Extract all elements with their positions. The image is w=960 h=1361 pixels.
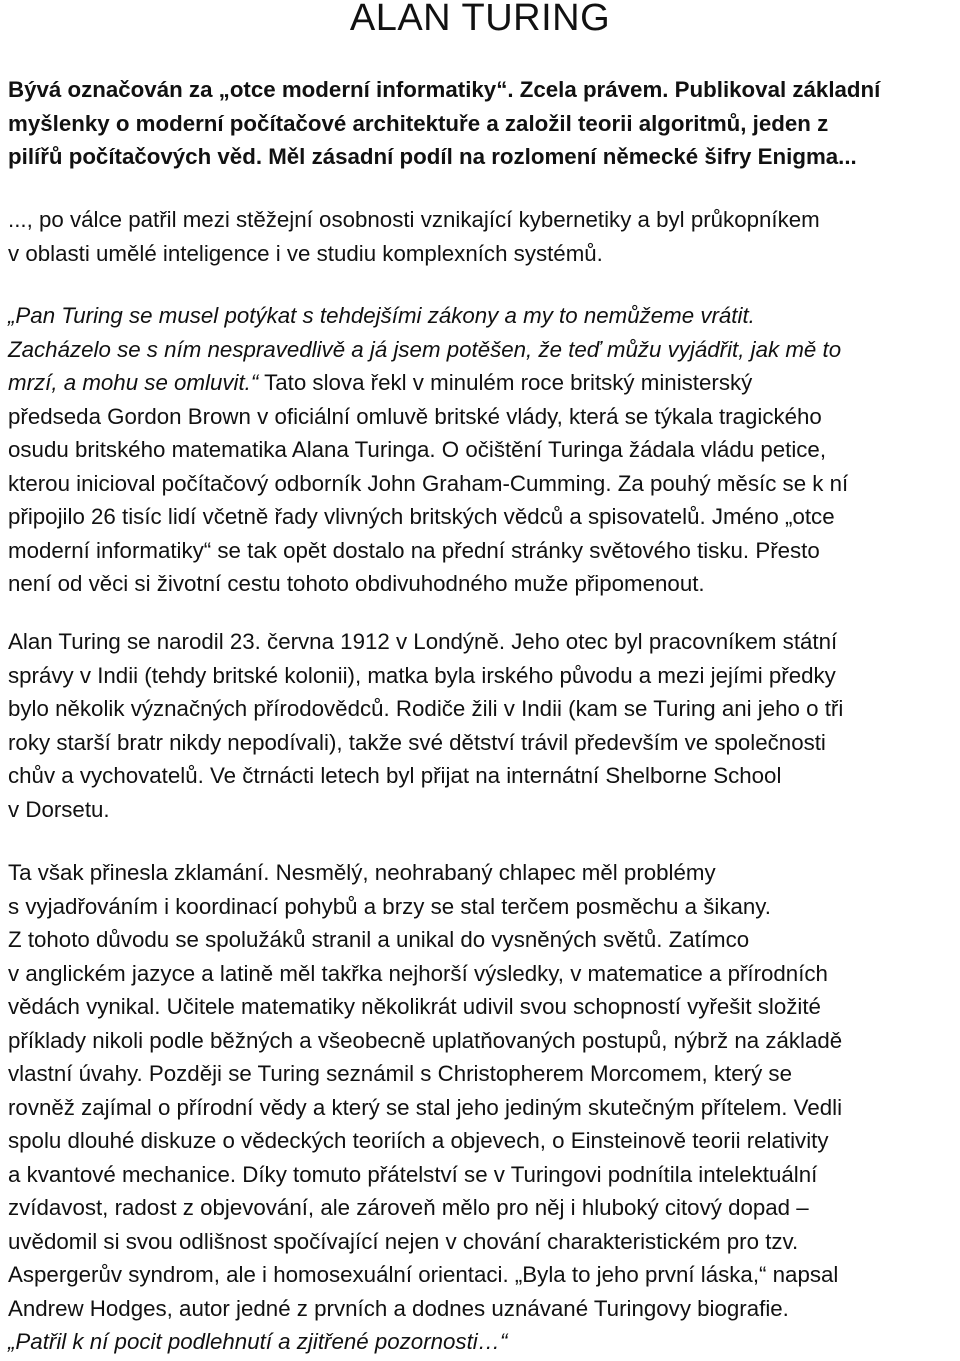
birth-line: chův a vychovatelů. Ve čtrnácti letech byl přijat na internátní Shelborne School [8, 763, 782, 788]
school-line: Andrew Hodges, autor jedné z prvních a dodnes uznávané Turingovy biografie. [8, 1295, 789, 1321]
apology-line: kterou inicioval počítačový odborník John Graham-Cumming. Za pouhý měsíc se k ní [8, 470, 849, 496]
quote-line: „Pan Turing se musel potýkat s tehdejšími zákony a my to nemůžeme vrátit. [8, 303, 755, 328]
apology-line: předseda Gordon Brown v oficiální omluvě britské vlády, která se týkala tragického [8, 403, 822, 429]
school-line: Aspergerův syndrom, ale i homosexuální orientaci. „Byla to jeho první láska,“ napsal [8, 1262, 839, 1287]
school-line: vlastní úvahy. Později se Turing seznámil s Christopherem Morcomem, který se [8, 1061, 792, 1086]
intro-line: Bývá označován za „otce moderní informatiky“. Zcela právem. Publikoval základní [8, 77, 881, 102]
intro-line: pilířů počítačových věd. Měl zásadní podíl na rozlomení německé šifry Enigma... [8, 144, 857, 169]
cybernetics-line: v oblasti umělé inteligence i ve studiu komplexních systémů. [8, 240, 603, 266]
apology-line: osudu britského matematika Alana Turinga. O očištění Turinga žádala vládu petice, [8, 437, 827, 462]
school-line: Z tohoto důvodu se spolužáků stranil a unikal do vysněných světů. Zatímco [8, 927, 750, 952]
birth-line: správy v Indii (tehdy britské kolonii), matka byla irského původu a mezi jejími předky [8, 662, 836, 688]
birth-line: roky starší bratr nikdy nepodívali), takže své dětství trávil především ve společnosti [8, 729, 826, 755]
birth-paragraph [8, 625, 956, 826]
birth-line: Alan Turing se narodil 23. června 1912 v Londýně. Jeho otec byl pracovníkem státní [8, 629, 838, 654]
birth-line: v Dorsetu. [8, 796, 110, 822]
quote-line: Zacházelo se s ním nespravedlivě a já jsem potěšen, že teď můžu vyjádřit, jak mě to [8, 336, 842, 362]
school-line: uvědomil si svou odlišnost spočívající nejen v chování charakteristickém pro tzv. [8, 1228, 799, 1254]
school-line: spolu dlouhé diskuze o vědeckých teoriích a objevech, o Einsteinově teorii relativity [8, 1128, 829, 1153]
school-line: s vyjadřováním i koordinací pohybů a brzy se stal terčem posměchu a šikany. [8, 893, 771, 919]
school-line: Ta však přinesla zklamání. Nesmělý, neohrabaný chlapec měl problémy [8, 860, 716, 885]
quote-end: mrzí, a mohu se omluvit.“ [8, 370, 259, 395]
cybernetics-line: ..., po válce patřil mezi stěžejní osobnosti vznikající kybernetiky a byl průkopníkem [8, 207, 820, 232]
apology-paragraph [8, 299, 956, 601]
school-line: a kvantové mechanice. Díky tomuto přátelství se v Turingovi podnítila intelektuální [8, 1161, 818, 1187]
school-paragraph [8, 856, 956, 1359]
apology-line: připojilo 26 tisíc lidí včetně řady vlivných britských vědců a spisovatelů. Jméno „otce [8, 504, 835, 529]
school-line: příklady nikoli podle běžných a všeobecně uplatňovaných postupů, nýbrž na základě [8, 1027, 843, 1053]
apology-line: není od věci si životní cestu tohoto obdivuhodného muže připomenout. [8, 571, 705, 596]
mixed-line [8, 366, 956, 400]
apology-line: moderní informatiky“ se tak opět dostalo na přední stránky světového tisku. Přesto [8, 537, 820, 563]
cybernetics-paragraph [8, 203, 956, 270]
birth-line: bylo několik význačných přírodovědců. Rodiče žili v Indii (kam se Turing ani jeho o tři [8, 696, 844, 721]
school-line: rovněž zajímal o přírodní vědy a který se stal jeho jediným skutečným přítelem. Vedli [8, 1094, 843, 1120]
intro-line: myšlenky o moderní počítačové architektuře a založil teorii algoritmů, jeden z [8, 110, 829, 136]
hodges-quote-line: „Patřil k ní pocit podlehnutí a zjitřené pozornosti…“ [8, 1329, 508, 1354]
school-line: v anglickém jazyce a latině měl takřka nejhorší výsledky, v matematice a přírodních [8, 960, 828, 986]
school-line: zvídavost, radost z objevování, ale zároveň mělo pro něj i hluboký citový dopad – [8, 1195, 809, 1220]
page-title: ALAN TURING [349, 0, 611, 39]
intro-paragraph [8, 73, 956, 174]
school-line: vědách vynikal. Učitele matematiky několikrát udivil svou schopností vyřešit složité [8, 994, 821, 1019]
quote-attribution: Tato slova řekl v minulém roce britský ministerský [258, 370, 753, 395]
